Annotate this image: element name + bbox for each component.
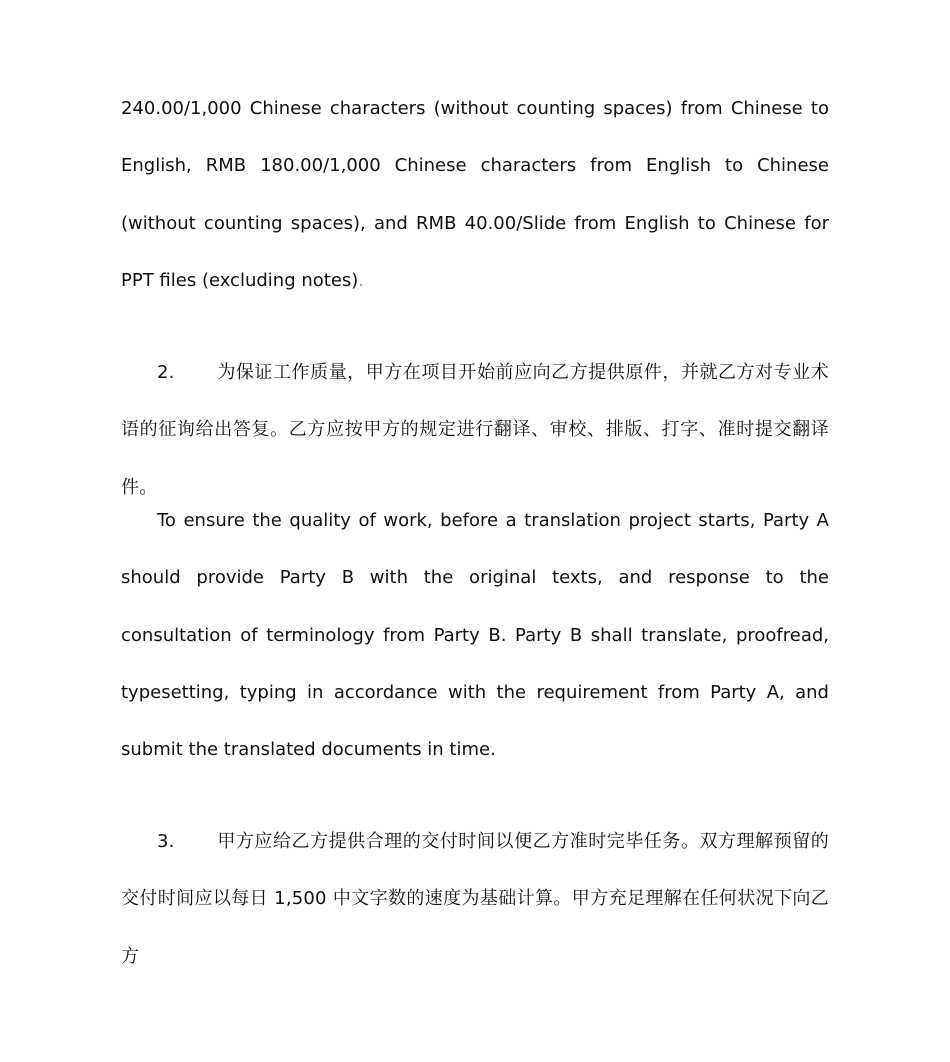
paragraph-clause-2-english xyxy=(121,492,829,778)
clause-2-english-text: To ensure the quality of work, before a translation project starts, Party A should provide Party B with the original texts, and response to the consultation of terminology from Party B. Party B shall translate, proofread, typesetting, typing in accordance with the requirement from Party A, and submit the translated documents in time. xyxy=(121,510,829,761)
paragraph-clause-3-chinese xyxy=(121,813,829,985)
clause-2-number: 2. xyxy=(157,362,175,383)
fee-rates-text: 240.00/1,000 Chinese characters (without counting spaces) from Chinese to English, RMB 180.00/1,000 Chinese characters from English to Chinese (without counting spaces), and RMB 40.00/Slide from English to Chinese for PPT files (excluding notes) xyxy=(121,98,829,291)
clause-3-number: 3. xyxy=(157,831,175,852)
paragraph-clause-2-chinese xyxy=(121,344,829,516)
clause-3-chinese-text: 甲方应给乙方提供合理的交付时间以便乙方准时完毕任务。双方理解预留的交付时间应以每日 1,500 中文字数的速度为基础计算。甲方充足理解在任何状况下向乙方 xyxy=(121,831,829,967)
fee-rates-trailing-period: . xyxy=(358,269,365,291)
clause-2-chinese-text: 为保证工作质量，甲方在项目开始前应向乙方提供原件，并就乙方对专业术语的征询给出答复。乙方应按甲方的规定进行翻译、审校、排版、打字、准时提交翻译件。 xyxy=(121,362,829,498)
paragraph-fee-rates xyxy=(121,80,829,309)
